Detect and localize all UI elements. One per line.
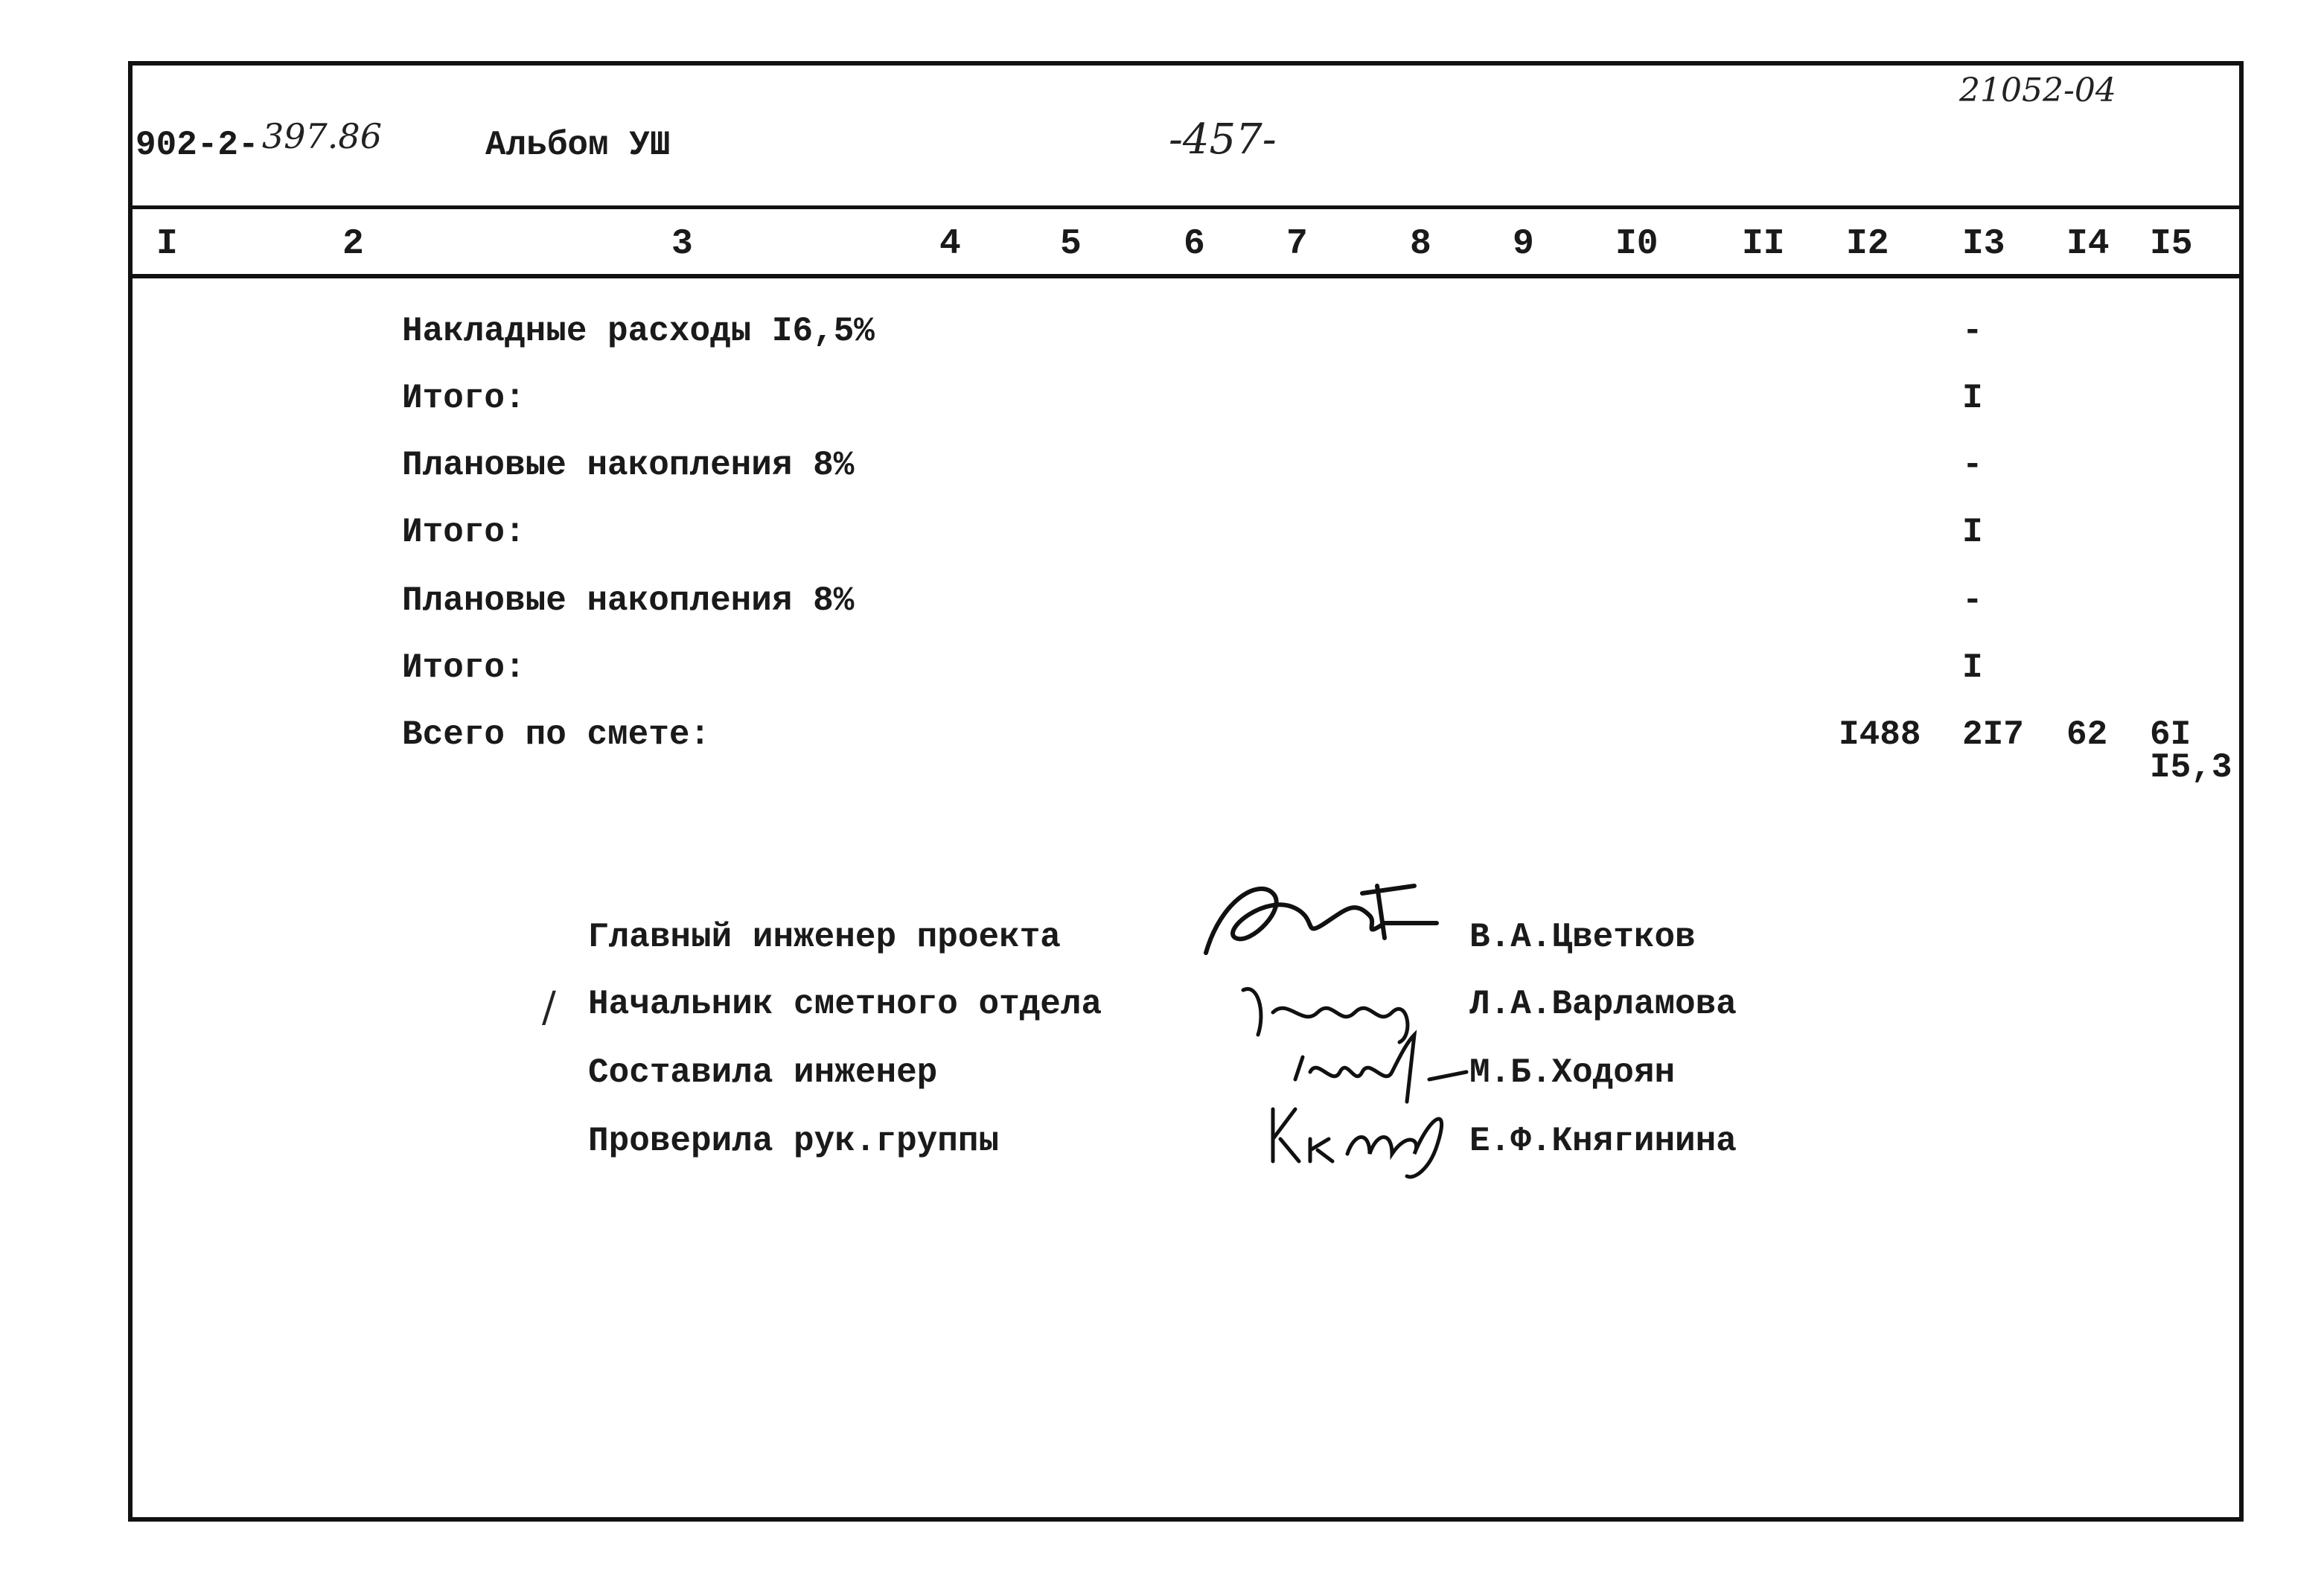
cell-c14: 62 — [2066, 715, 2108, 754]
col-num: I5 — [2150, 224, 2193, 264]
col-num: 3 — [671, 224, 693, 264]
cell-c15-second: I5,3 — [2150, 748, 2232, 787]
row-label: Плановые накопления 8% — [402, 446, 855, 485]
cell-c13: - — [1962, 581, 1983, 620]
album-label: Альбом УШ — [485, 126, 671, 165]
col-num: 5 — [1060, 224, 1082, 264]
archive-number: 21052-04 — [1959, 71, 2116, 109]
row-label: Накладные расходы I6,5% — [402, 312, 875, 351]
signature-role: Проверила рук.группы — [588, 1122, 1000, 1161]
signature-name: Л.А.Варламова — [1469, 985, 1737, 1024]
signature-role: Главный инженер проекта — [588, 918, 1061, 957]
col-num: 7 — [1286, 224, 1308, 264]
col-num: 6 — [1184, 224, 1205, 264]
col-num: 8 — [1410, 224, 1431, 264]
col-num: I4 — [2066, 224, 2110, 264]
col-num: 2 — [342, 224, 364, 264]
col-num: II — [1742, 224, 1785, 264]
row-label: Итого: — [402, 513, 526, 552]
doc-code-handwritten: 397.86 — [262, 116, 382, 156]
cell-c15: 6I — [2150, 715, 2191, 754]
row-label: Плановые накопления 8% — [402, 581, 855, 620]
cell-c13: I — [1962, 648, 1983, 687]
row-label: Итого: — [402, 648, 526, 687]
handwritten-signature — [1258, 1087, 1466, 1184]
margin-mark: / — [542, 983, 556, 1032]
doc-code-prefix: 902-2- — [135, 126, 259, 165]
cell-c13: - — [1962, 312, 1983, 351]
header-bottom-line — [128, 274, 2244, 278]
header-top-line — [128, 205, 2244, 209]
col-num: 9 — [1513, 224, 1534, 264]
signature-role: Составила инженер — [588, 1053, 938, 1092]
col-num: I0 — [1615, 224, 1659, 264]
col-num: I2 — [1846, 224, 1889, 264]
signature-name: В.А.Цветков — [1469, 918, 1696, 957]
cell-c12: I488 — [1839, 715, 1921, 754]
col-num: I — [156, 224, 178, 264]
col-num: I3 — [1962, 224, 2005, 264]
signature-name: М.Б.Ходоян — [1469, 1053, 1676, 1092]
cell-c13: I — [1962, 379, 1983, 418]
handwritten-signature — [1191, 871, 1459, 968]
cell-c13: - — [1962, 446, 1983, 485]
cell-c13: 2I7 — [1962, 715, 2024, 754]
cell-c13: I — [1962, 513, 1983, 552]
document-frame — [128, 61, 2244, 1522]
col-num: 4 — [939, 224, 961, 264]
signature-name: Е.Ф.Княгинина — [1469, 1122, 1737, 1161]
page-number: -457- — [1169, 115, 1277, 164]
signature-role: Начальник сметного отдела — [588, 985, 1102, 1024]
row-label: Всего по смете: — [402, 715, 711, 754]
row-label: Итого: — [402, 379, 526, 418]
